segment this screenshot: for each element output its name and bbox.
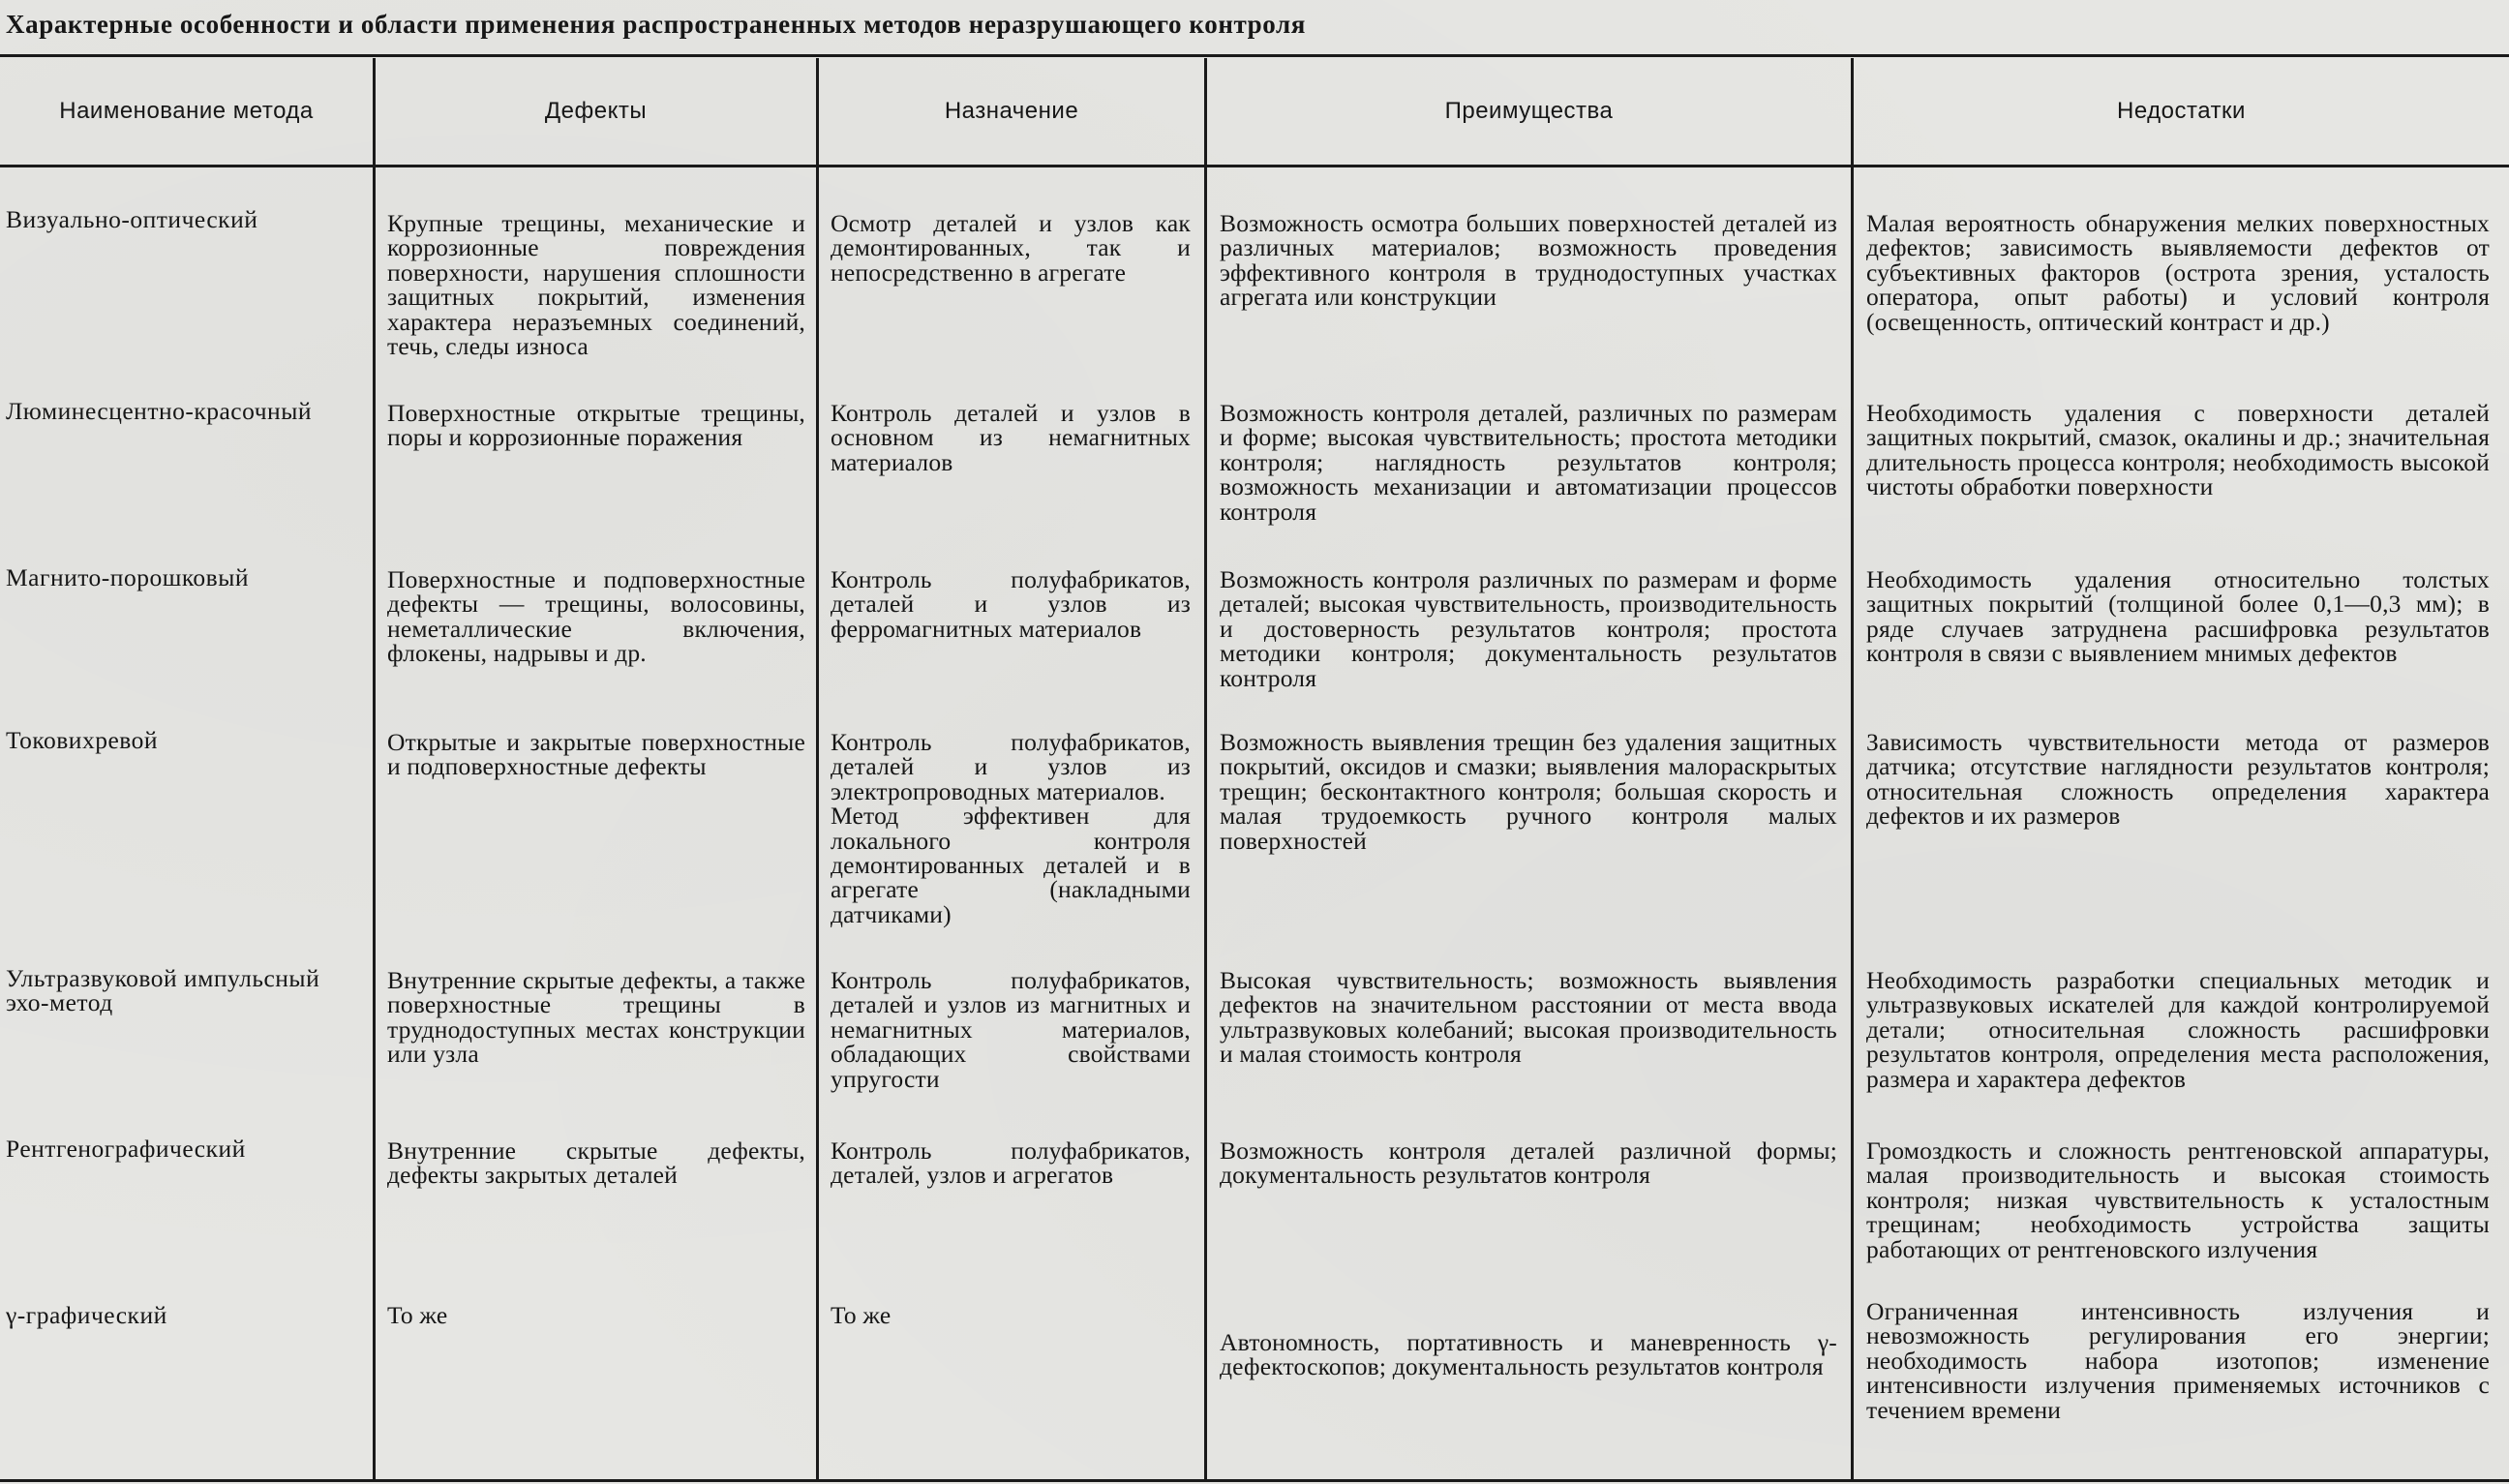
disadvantages-cell: Зависимость чувствительности метода от размеров датчика; отсутствие наглядности результатов контроля; относительная сложность определения характера дефектов и их размеров [1866, 728, 2490, 831]
purpose-cell: Контроль полуфабрикатов, деталей, узлов и агрегатов [831, 1136, 1191, 1190]
column-header-advantages: Преимущества [1444, 98, 1614, 124]
disadvantages-cell: Громоздкость и сложность рентгеновской аппаратуры, малая производительность и высокая стоимость контроля; низкая чувствительность к усталостным трещинам; необходимость устройства защиты работающих от рентгеновского излучения [1866, 1136, 2490, 1263]
advantages-cell: Возможность контроля деталей, различных по размерам и форме; высокая чувствительность; простота методики контроля; наглядность результатов контроля; возможность механизации и автоматизации процессов контроля [1220, 399, 1837, 526]
advantages-cell: Высокая чувствительность; возможность выявления дефектов на значительном расстоянии от места ввода ультразвуковых колебаний; высокая производительность и малая стоимость контроля [1220, 966, 1837, 1069]
method-name: γ-графический [6, 1301, 167, 1329]
column-header-disadvantages: Недостатки [2117, 98, 2246, 124]
disadvantages-cell: Необходимость удаления относительно толстых защитных покрытий (толщиной более 0,1—0,3 мм); в ряде случаев затруднена расшифровка результатов контроля в связи с выявлением мнимых дефектов [1866, 565, 2490, 668]
disadvantages-cell: Необходимость разработки специальных методик и ультразвуковых искателей для каждой контролируемой детали; относительная сложность расшифровки результатов контроля, определения места расположения, размера и характера дефектов [1866, 966, 2490, 1093]
column-header-method: Наименование метода [59, 98, 314, 124]
advantages-cell: Возможность осмотра больших поверхностей деталей из различных материалов; возможность проведения эффективного контроля в труднодоступных участках агрегата или конструкции [1220, 209, 1837, 312]
defects-cell: Крупные трещины, механические и коррозионные повреждения поверхности, нарушения сплошности защитных покрытий, изменения характера неразъемных соединений, течь, следы износа [387, 209, 805, 361]
method-name: Люминесцентно-красочный [6, 397, 312, 425]
defects-cell: Поверхностные и подповерхностные дефекты — трещины, волосовины, неметаллические включения, флокены, надрывы и др. [387, 565, 805, 668]
column-divider [1204, 58, 1207, 1479]
method-name: Ультразвуковой импульсный эхо-метод [6, 964, 320, 1017]
column-header-purpose: Назначение [944, 98, 1079, 124]
method-name: Магнито-порошковый [6, 563, 249, 591]
purpose-cell: Контроль деталей и узлов в основном из немагнитных материалов [831, 399, 1191, 476]
disadvantages-cell: Малая вероятность обнаружения мелких поверхностных дефектов; зависимость выявляемости дефектов от субъективных факторов (острота зрения, усталость оператора, опыт работы) и условий контроля (освещенность, оптический контраст и др.) [1866, 209, 2490, 336]
table-bottom-rule [0, 1479, 2509, 1482]
advantages-cell: Возможность контроля различных по размерам и форме деталей; высокая чувствительность, производительность и достоверность результатов контроля; простота методики контроля; документальность результатов контроля [1220, 565, 1837, 692]
method-name: Рентгенографический [6, 1135, 246, 1163]
column-divider [373, 58, 376, 1479]
method-name: Визуально-оптический [6, 205, 258, 233]
defects-cell: Открытые и закрытые поверхностные и подповерхностные дефекты [387, 728, 805, 781]
purpose-cell: Контроль полуфабрикатов, деталей и узлов из ферромагнитных материалов [831, 565, 1191, 643]
purpose-cell: Осмотр деталей и узлов как демонтированных, так и непосредственно в агрегате [831, 209, 1191, 287]
advantages-cell: Автономность, портативность и маневренность γ-дефектоскопов; документальность результатов контроля [1220, 1328, 1837, 1381]
defects-cell: Внутренние скрытые дефекты, а также поверхностные трещины в труднодоступных местах конструкции или узла [387, 966, 805, 1069]
column-header-defects: Дефекты [544, 98, 648, 124]
column-divider [816, 58, 819, 1479]
method-name: Токовихревой [6, 726, 159, 754]
table-top-rule [0, 54, 2509, 57]
purpose-cell: То же [831, 1301, 892, 1329]
defects-cell: То же [387, 1301, 448, 1329]
disadvantages-cell: Ограниченная интенсивность излучения и невозможность регулирования его энергии; необходимость набора изотопов; изменение интенсивности излучения применяемых источников с течением времени [1866, 1297, 2490, 1424]
table-title: Характерные особенности и области применения распространенных методов неразрушающего контроля [6, 10, 1306, 39]
column-divider [1851, 58, 1854, 1479]
purpose-cell: Контроль полуфабрикатов, деталей и узлов из магнитных и немагнитных материалов, обладающих свойствами упругости [831, 966, 1191, 1093]
disadvantages-cell: Необходимость удаления с поверхности деталей защитных покрытий, смазок, окалины и др.; значительная длительность процесса контроля; необходимость высокой чистоты обработки поверхности [1866, 399, 2490, 501]
defects-cell: Поверхностные открытые трещины, поры и коррозионные поражения [387, 399, 805, 452]
header-bottom-rule [0, 165, 2509, 167]
advantages-cell: Возможность выявления трещин без удаления защитных покрытий, оксидов и смазки; выявления малораскрытых трещин; бесконтактного контроля; большая скорость и малая трудоемкость ручного контроля малых поверхностей [1220, 728, 1837, 855]
advantages-cell: Возможность контроля деталей различной формы; документальность результатов контроля [1220, 1136, 1837, 1190]
defects-cell: Внутренние скрытые дефекты, дефекты закрытых деталей [387, 1136, 805, 1190]
purpose-cell: Контроль полуфабрикатов, деталей и узлов из электропроводных материалов. Метод эффективен для локального контроля демонтированных деталей и в агрегате (накладными датчиками) [831, 728, 1191, 928]
